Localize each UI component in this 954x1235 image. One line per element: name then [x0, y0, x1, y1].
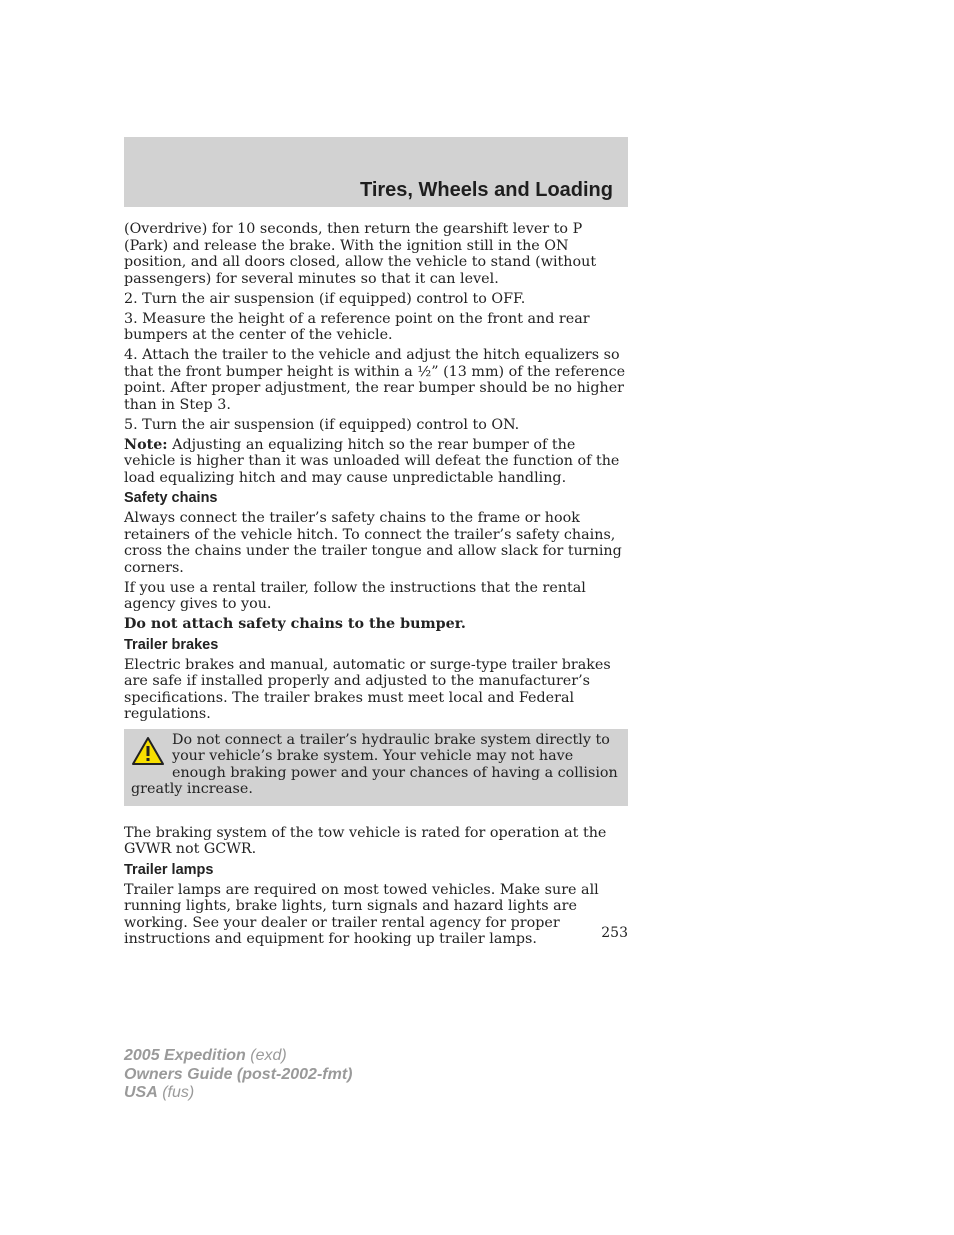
trailer-lamps-paragraph: Trailer lamps are required on most towed vehicles. Make sure all running lights, brake lights, turn signals and hazard lights are working. See your dealer or trailer rental agency for proper instructions and equipment for hooking up trailer lamps.: [124, 881, 599, 947]
step-5: 5. Turn the air suspension (if equipped) control to ON.: [124, 416, 520, 433]
intro-paragraph: (Overdrive) for 10 seconds, then return the gearshift lever to P (Park) and release the brake. With the ignition still in the ON position, and all doors closed, allow the vehicle to stand (without passengers) for several minutes so that it can level.: [124, 221, 597, 287]
safety-chains-paragraph-1: Always connect the trailer’s safety chains to the frame or hook retainers of the vehicle hitch. To connect the trailer’s safety chains, cross the chains under the trailer tongue and allow slack for turning corners.: [124, 510, 622, 576]
safety-chains-paragraph-2: If you use a rental trailer, follow the instructions that the rental agency gives to you.: [124, 579, 586, 612]
footer-market-code: (fus): [157, 1084, 195, 1101]
footer-model: 2005 Expedition: [124, 1047, 246, 1064]
document-footer: [124, 1047, 352, 1103]
page-content: [124, 221, 628, 951]
heading-trailer-lamps: Trailer lamps: [124, 861, 214, 878]
section-header-band: [124, 137, 628, 207]
note-text: Adjusting an equalizing hitch so the rear bumper of the vehicle is higher than it was unloaded will defeat the function of the load equalizing hitch and may cause unpredictable handling.: [124, 436, 620, 486]
footer-model-code: (exd): [245, 1047, 287, 1064]
step-2: 2. Turn the air suspension (if equipped) control to OFF.: [124, 290, 526, 307]
warning-triangle-icon: [131, 736, 165, 766]
warning-text: Do not connect a trailer’s hydraulic brake system directly to your vehicle’s brake system. Your vehicle may not have enough braking power and your chances of having a collision greatly increase.: [131, 731, 618, 797]
footer-line-2: [124, 1066, 352, 1085]
section-title: Tires, Wheels and Loading: [359, 179, 613, 201]
note-label: Note:: [124, 436, 168, 453]
footer-line-3: [124, 1084, 352, 1103]
safety-chains-bold-warning: Do not attach safety chains to the bumper.: [124, 616, 466, 632]
heading-safety-chains: Safety chains: [124, 490, 218, 506]
footer-market: USA: [124, 1084, 158, 1101]
warning-box: [124, 729, 628, 806]
step-4: 4. Attach the trailer to the vehicle and adjust the hitch equalizers so that the front bumper height is within a ½” (13 mm) of the reference point. After proper adjustment, the rear bumper should be no higher than in Step 3.: [124, 347, 626, 413]
trailer-brakes-paragraph-2: The braking system of the tow vehicle is rated for operation at the GVWR not GCWR.: [124, 824, 607, 857]
note-paragraph: [124, 437, 628, 487]
trailer-brakes-paragraph-1: Electric brakes and manual, automatic or surge-type trailer brakes are safe if installed properly and adjusted to the manufacturer’s specifications. The trailer brakes must meet local and Federal regulations.: [124, 656, 611, 722]
footer-line-1: [124, 1047, 352, 1066]
step-3: 3. Measure the height of a reference point on the front and rear bumpers at the center of the vehicle.: [124, 310, 590, 343]
heading-trailer-brakes: Trailer brakes: [124, 636, 219, 653]
footer-guide: Owners Guide (post-2002-fmt): [124, 1065, 353, 1083]
page-number: 253: [601, 925, 628, 941]
